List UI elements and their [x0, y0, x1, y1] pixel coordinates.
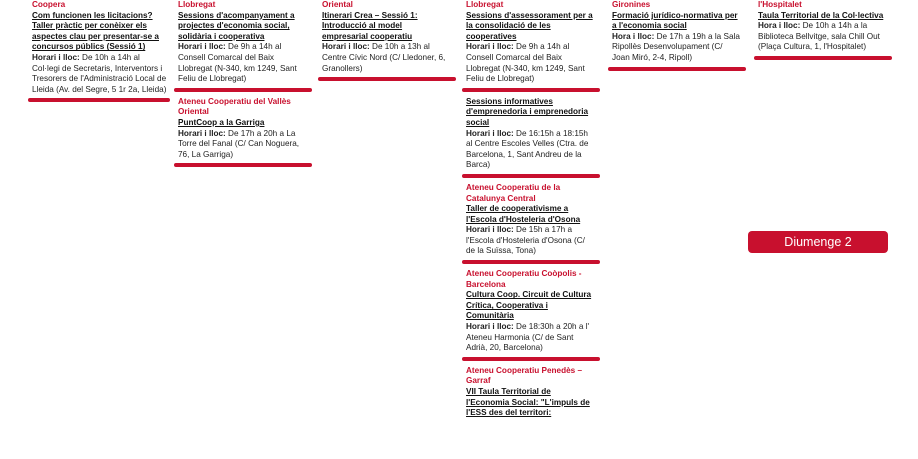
event-separator	[462, 174, 600, 178]
event-info-label: Hora i lloc:	[612, 31, 655, 41]
event-entry	[178, 0, 306, 85]
event-info-text: De 10h a 14h al Col·legi de Secretaris, Interventors i Tresorers de l'Administració Local de Lleida (Av. del Segre, 5 1r 2a, Lleida)	[32, 52, 167, 94]
event-info	[758, 21, 886, 53]
event-info	[322, 42, 450, 74]
event-separator	[608, 67, 746, 71]
event-separator	[174, 163, 312, 167]
event-title-link[interactable]: Taula Territorial de la Col·lectiva	[758, 10, 884, 20]
event-info-label: Horari i lloc:	[466, 128, 514, 138]
event-title-link[interactable]: Com funcionen les licitacions? Taller pràctic per conèixer els aspectes clau per presentar-se a concursos públics (Sessió 1)	[32, 10, 159, 52]
event-info	[178, 42, 306, 84]
event-info-label: Horari i lloc:	[32, 52, 80, 62]
event-info-text: De 16:15h a 18:15h al Centre Escoles Velles (Ctra. de Barcelona, 1, Sant Andreu de la Barca)	[466, 128, 589, 170]
calendar-column-5	[612, 0, 740, 76]
event-title-link[interactable]: Sessions informatives d'emprenedoria i emprenedoria social	[466, 96, 589, 127]
event-info-text: De 9h a 14h al Consell Comarcal del Baix Llobregat (N-340, km 1249, Sant Feliu de Llobregat)	[178, 42, 297, 84]
event-info	[612, 32, 740, 64]
event-title-link[interactable]: Itinerari Crea – Sessió 1: Introducció al model empresarial cooperatiu	[322, 10, 418, 41]
event-info-label: Horari i lloc:	[466, 322, 514, 332]
event-title-link[interactable]: PuntCoop a la Garriga	[178, 117, 265, 127]
event-info-text: De 9h a 14h al Consell Comarcal del Baix Llobregat (N-340, km 1249, Sant Feliu de Llobregat)	[466, 42, 585, 84]
event-info-label: Horari i lloc:	[466, 225, 514, 235]
event-entry	[466, 366, 594, 419]
event-info	[178, 129, 306, 161]
event-organizer: Llobregat	[178, 0, 216, 9]
event-separator	[462, 357, 600, 361]
event-info-text: De 10h a 13h al Centre Cívic Nord (C/ Lledoner, 6, Granollers)	[322, 42, 446, 73]
event-separator	[754, 56, 892, 60]
event-entry	[466, 97, 594, 171]
event-entry	[466, 0, 594, 85]
event-info	[466, 42, 594, 84]
event-organizer: Ateneu Cooperatiu Penedès – Garraf	[466, 365, 583, 386]
event-title-link[interactable]: Cultura Coop. Circuit de Cultura Crítica, Cooperativa i Comunitària	[466, 290, 592, 321]
day-header-sunday-2[interactable]: Diumenge 2	[748, 231, 888, 253]
event-entry	[322, 0, 450, 74]
event-info-text: De 18:30h a 20h a l' Ateneu Harmonia (C/ de Sant Adrià, 20, Barcelona)	[466, 322, 590, 353]
event-info-text: De 17h a 20h a La Torre del Fanal (C/ Can Noguera, 76, La Garriga)	[178, 128, 300, 159]
event-entry	[466, 183, 594, 257]
event-organizer: Llobregat	[466, 0, 504, 9]
event-entry	[466, 269, 594, 354]
event-entry	[758, 0, 886, 53]
event-organizer: Gironines	[612, 0, 651, 9]
event-info-label: Horari i lloc:	[178, 42, 226, 52]
calendar-column-3	[322, 0, 450, 86]
event-entry	[178, 97, 306, 161]
event-title-link[interactable]: VII Taula Territorial de l'Economia Social: "L'impuls de l'ESS des del territori:	[466, 387, 590, 418]
event-entry	[32, 0, 168, 95]
event-organizer: Ateneu Cooperatiu del Vallès Oriental	[178, 96, 291, 117]
event-title-link[interactable]: Taller de cooperativisme a l'Escola d'Hosteleria d'Osona	[466, 204, 581, 224]
event-title-link[interactable]: Sessions d'acompanyament a projectes d'economia social, solidària i cooperativa	[178, 10, 295, 41]
event-organizer: Ateneu Cooperatiu de la Catalunya Central	[466, 182, 561, 203]
event-info	[466, 129, 594, 171]
event-organizer: Oriental	[322, 0, 353, 9]
event-separator	[28, 98, 170, 102]
event-info	[32, 53, 168, 95]
event-organizer: l'Hospitalet	[758, 0, 802, 9]
event-title-link[interactable]: Formació jurídico-normativa per a l'economia social	[612, 10, 738, 31]
event-separator	[462, 260, 600, 264]
event-info-text: De 15h a 17h a l'Escola d'Hosteleria d'Osona (C/ de la Suïssa, Tona)	[466, 225, 585, 256]
event-info-text: De 17h a 19h a la Sala Ripollès Desenvolupament (C/ Joan Miró, 2-4, Ripoll)	[612, 31, 740, 62]
event-organizer: Ateneu Cooperatiu Coòpolis - Barcelona	[466, 269, 582, 289]
event-organizer: Coopera	[32, 0, 66, 9]
event-separator	[462, 88, 600, 92]
calendar-column-1	[32, 0, 168, 107]
event-info-label: Horari i lloc:	[178, 128, 226, 138]
calendar-column-2	[178, 0, 306, 172]
event-separator	[174, 88, 312, 92]
event-info-label: Hora i lloc:	[758, 21, 801, 31]
calendar-column-4	[466, 0, 594, 419]
event-title-link[interactable]: Sessions d'assessorament per a la consolidació de les cooperatives	[466, 10, 593, 41]
calendar-column-6	[758, 0, 886, 65]
event-info	[466, 225, 594, 257]
event-info	[466, 322, 594, 354]
event-info-text: De 10h a 14h a la Biblioteca Bellvitge, sala Chill Out (Plaça Cultura, 1, l'Hospitalet)	[758, 21, 880, 52]
event-info-label: Horari i lloc:	[466, 42, 514, 52]
event-info-label: Horari i lloc:	[322, 42, 370, 52]
event-separator	[318, 77, 456, 81]
event-entry	[612, 0, 740, 64]
